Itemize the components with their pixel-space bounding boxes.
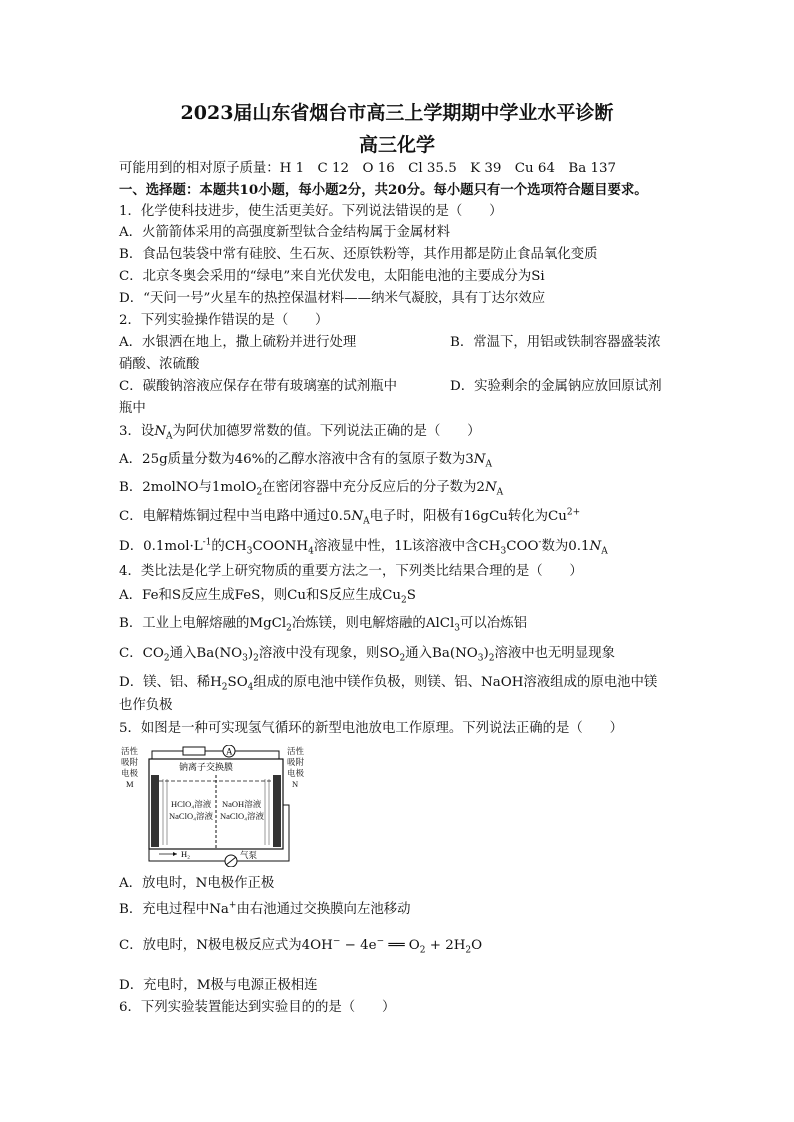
- electrode-m: [151, 775, 159, 847]
- left-label-2: 吸附: [121, 757, 139, 767]
- q1-stem: 1．化学使科技进步，使生活更美好。下列说法错误的是（ ）: [119, 204, 503, 219]
- h2-label: H₂: [181, 849, 191, 859]
- membrane-label: 钠离子交换膜: [179, 762, 234, 772]
- exam-title: 2023届山东省烟台市高三上学期期中学业水平诊断: [180, 102, 614, 124]
- q5-option-c: C．放电时，N极电极反应式为4OH− − 4e− ══ $O_2 + 2H_2O$: [119, 936, 483, 956]
- exam-subtitle: 高三化学: [358, 134, 435, 156]
- electrode-n: [273, 775, 281, 847]
- q3-stem: 3．设$N_A$为阿伏加德罗常数的值。下列说法正确的是（ ）: [119, 424, 481, 442]
- q1-option-d: D．“天问一号”火星车的热控保温材料——纳米气凝胶，具有丁达尔效应: [119, 291, 546, 306]
- q4-stem: 4．类比法是化学上研究物质的重要方法之一，下列类比结果合理的是（ ）: [119, 564, 583, 579]
- atomic-masses: 可能用到的相对原子质量：H 1 C 12 O 16 Cl 35.5 K 39 Cu 64 Ba 137: [119, 161, 617, 176]
- q1-option-c: C．北京冬奥会采用的“绿电”来自光伏发电，太阳能电池的主要成分为Si: [119, 269, 545, 284]
- q2-option-b: B．常温下，用铝或铁制容器盛装浓: [450, 335, 661, 350]
- q5-option-d: D．充电时，M极与电源正极相连: [119, 978, 318, 993]
- right-solution-2: NaClO₄溶液: [220, 811, 265, 821]
- q4-option-d: D．镁、铝、稀$H_2SO_4$组成的原电池中镁作负极，则镁、铝、NaOH溶液组成的原电池中镁: [119, 675, 658, 693]
- q3-option-d: D．$0.1mol\cdot L^{-1}$的$CH_3COONH_4$溶液显中性，1L该溶液中含$CH_3COO^-$数为$0.1N_A$: [119, 537, 608, 557]
- resistor: [183, 747, 205, 755]
- battery-diagram: [119, 745, 309, 867]
- arrow-head-icon: [173, 852, 177, 856]
- right-label-1: 活性: [287, 746, 305, 756]
- q4-option-a: A．Fe和S反应生成FeS，则Cu和S反应生成$Cu_2S$: [119, 588, 416, 606]
- q3-option-a: A．25g质量分数为46%的乙醇水溶液中含有的氢原子数为$3N_A$: [119, 452, 492, 470]
- right-label-3: 电极: [287, 768, 305, 778]
- q3-option-b: B．2molNO与1molO$_2$在密闭容器中充分反应后的分子数为$2N_A$: [119, 480, 504, 498]
- right-label-4: N: [292, 779, 299, 789]
- q6-stem: 6．下列实验装置能达到实验目的的是（ ）: [119, 1000, 396, 1015]
- left-label-3: 电极: [121, 768, 139, 778]
- left-solution-2: NaClO₄溶液: [169, 811, 214, 821]
- q5-option-a: A．放电时，N电极作正极: [119, 876, 275, 891]
- q2-option-b-cont: 硝酸、浓硫酸: [119, 357, 200, 372]
- q2-option-c: C．碳酸钠溶液应保存在带有玻璃塞的试剂瓶中: [119, 379, 398, 394]
- q3-option-c: C．电解精炼铜过程中当电路中通过$0.5N_A$电子时，阳极有16gCu转化为$Cu^{2+}$: [119, 507, 581, 527]
- q4-option-c: C．$CO_2$通入$Ba(NO_3)_2$溶液中没有现象，则$SO_2$通入$Ba(NO_3)_2$溶液中也无明显现象: [119, 646, 615, 664]
- q2-option-a: A．水银洒在地上，撒上硫粉并进行处理: [119, 335, 357, 350]
- right-solution-1: NaOH溶液: [222, 799, 262, 809]
- q2-option-d: D．实验剩余的金属钠应放回原试剂: [450, 379, 662, 394]
- pump-label: 气泵: [240, 850, 258, 860]
- ammeter-label: A: [226, 746, 233, 757]
- q5-option-b: B．充电过程中Na+由右池通过交换膜向左池移动: [119, 900, 411, 917]
- left-label-1: 活性: [121, 746, 139, 756]
- left-solution-1: HClO₄溶液: [171, 799, 212, 809]
- q4-option-d-cont: 也作负极: [119, 698, 173, 713]
- q1-option-a: A．火箭箭体采用的高强度新型钛合金结构属于金属材料: [119, 225, 451, 240]
- section-heading: 一、选择题：本题共10小题，每小题2分，共20分。每小题只有一个选项符合题目要求。: [119, 182, 648, 198]
- q5-stem: 5．如图是一种可实现氢气循环的新型电池放电工作原理。下列说法正确的是（ ）: [119, 721, 623, 736]
- q2-stem: 2．下列实验操作错误的是（ ）: [119, 313, 329, 328]
- left-label-4: M: [126, 779, 134, 789]
- q1-option-b: B．食品包装袋中常有硅胶、生石灰、还原铁粉等，其作用都是防止食品氧化变质: [119, 247, 598, 262]
- right-label-2: 吸附: [287, 757, 305, 767]
- q4-option-b: B．工业上电解熔融的MgCl$_2$冶炼镁，则电解熔融的AlCl$_3$可以冶炼铝: [119, 616, 527, 634]
- q2-option-d-cont: 瓶中: [119, 401, 146, 416]
